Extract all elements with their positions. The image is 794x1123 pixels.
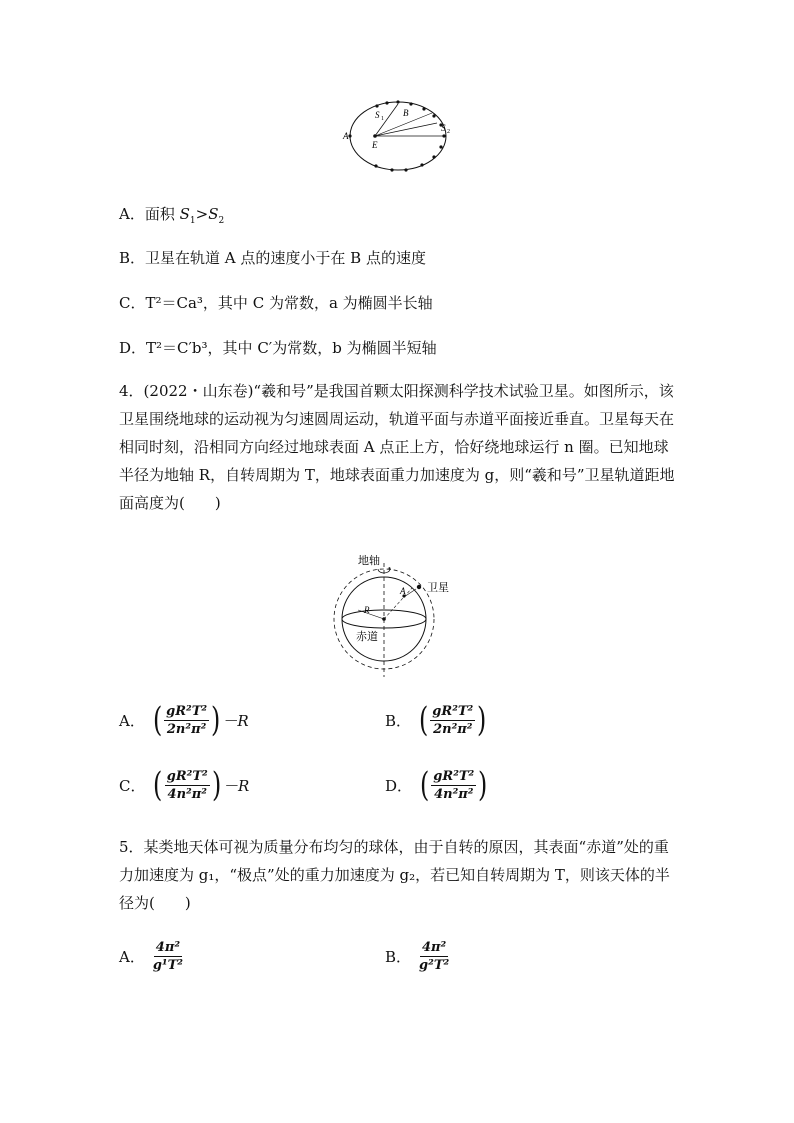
option-c-label: C． xyxy=(119,294,146,312)
fig2-label-a: A xyxy=(400,586,406,596)
paren-left: ( xyxy=(419,700,429,740)
option-a-s1: S xyxy=(179,205,190,223)
fig2-label-satellite: 卫星 xyxy=(427,581,449,594)
fig2-label-r: R xyxy=(364,605,370,615)
q4-option-b-fraction xyxy=(430,704,475,737)
question-5-text: 5．某类地天体可视为质量分布均匀的球体，由于自转的原因，其表面“赤道”处的重力加速度为 g₁，“极点”处的重力加速度为 g₂，若已知自转周期为 T，则该天体的半径为( ) xyxy=(119,838,670,912)
q5-option-b-fraction xyxy=(417,940,451,973)
paren-right: ) xyxy=(211,700,221,740)
q4-option-b-label: B． xyxy=(385,711,412,730)
q4-option-c xyxy=(119,765,250,805)
option-d-text: T²＝C′b³，其中 C′为常数，b 为椭圆半短轴 xyxy=(146,339,437,357)
option-a-label: A． xyxy=(119,205,145,223)
q4-option-a-label: A． xyxy=(119,711,145,730)
option-b-text: 卫星在轨道 A 点的速度小于在 B 点的速度 xyxy=(145,249,426,267)
q5-option-a-label: A． xyxy=(119,948,145,966)
option-b-label: B． xyxy=(119,249,146,267)
option-c-text: T²＝Ca³，其中 C 为常数，a 为椭圆半长轴 xyxy=(145,294,433,312)
q4-option-c-tail: －R xyxy=(222,776,250,795)
q5-option-a-fraction xyxy=(151,940,185,973)
q4-option-d-fraction xyxy=(431,769,476,802)
option-a-s2: S xyxy=(208,205,219,223)
q4-option-a xyxy=(119,700,249,740)
option-b xyxy=(119,248,426,268)
q5-option-a-denominator: g¹T² xyxy=(152,958,183,973)
paren-left: ( xyxy=(153,765,163,805)
q4-option-d-label: D． xyxy=(385,776,413,795)
fig2-label-axis: 地轴 xyxy=(358,554,380,567)
option-a-text: 面积 xyxy=(144,205,175,223)
question-4-text: 4．(2022・山东卷)“羲和号”是我国首颗太阳探测科学技术试验卫星。如图所示，该卫星围绕地球的运动视为匀速圆周运动，轨道平面与赤道平面接近垂直。卫星每天在相同时刻，沿相同方向经过地球表面 A 点正上方，恰好绕地球运行 n 圈。已知地球半径为地轴 R，自转周期为 T，地球表面重力加速度为 g，则“羲和号”卫星轨道距地面高度为( ) xyxy=(119,382,675,512)
q5-option-b xyxy=(385,940,451,973)
fig1-label-s2: S xyxy=(441,123,446,133)
q4-option-b xyxy=(385,700,489,740)
paren-right: ) xyxy=(478,765,488,805)
q4-option-b-numerator: gR²T² xyxy=(432,703,474,719)
q5-option-a xyxy=(119,940,185,973)
q5-option-a-numerator: 4π² xyxy=(155,940,181,955)
q4-option-c-numerator: gR²T² xyxy=(166,768,208,784)
q5-option-b-numerator: 4π² xyxy=(421,940,447,955)
option-a xyxy=(119,204,224,224)
option-a-sub2: 2 xyxy=(218,216,225,226)
option-a-sub1: 1 xyxy=(189,216,196,226)
paren-left: ( xyxy=(420,765,430,805)
option-d xyxy=(119,338,437,358)
q4-option-a-denominator: 2n²π² xyxy=(166,721,207,737)
paren-right: ) xyxy=(477,700,487,740)
q4-option-b-denominator: 2n²π² xyxy=(433,721,473,737)
q4-option-c-label: C． xyxy=(119,776,146,795)
paren-right: ) xyxy=(211,765,221,805)
q4-option-d-denominator: 4n²π² xyxy=(434,786,474,802)
elliptical-orbit-figure xyxy=(340,96,460,176)
fig1-label-s2-sub: 2 xyxy=(447,129,450,135)
q4-option-d-numerator: gR²T² xyxy=(433,768,475,784)
q4-option-a-numerator: gR²T² xyxy=(166,703,208,719)
q4-option-a-tail: －R xyxy=(222,711,249,730)
q4-option-c-denominator: 4n²π² xyxy=(167,786,207,802)
fig1-label-e: E xyxy=(372,140,378,150)
option-a-gt: > xyxy=(195,205,209,223)
q4-option-a-fraction xyxy=(164,704,209,737)
fig2-label-equator: 赤道 xyxy=(356,630,378,643)
fig1-label-a: A xyxy=(343,131,349,141)
q5-option-b-denominator: g²T² xyxy=(419,958,450,973)
fig1-label-b: B xyxy=(403,108,409,118)
fig1-label-s1: S xyxy=(375,110,380,120)
paren-left: ( xyxy=(152,700,163,740)
q5-option-b-label: B． xyxy=(385,948,412,966)
q4-option-c-fraction xyxy=(165,769,210,802)
q4-option-d xyxy=(385,765,490,805)
option-c xyxy=(119,293,433,313)
fig1-label-s1-sub: 1 xyxy=(381,116,384,122)
option-d-label: D． xyxy=(119,339,147,357)
earth-satellite-figure xyxy=(328,549,468,679)
